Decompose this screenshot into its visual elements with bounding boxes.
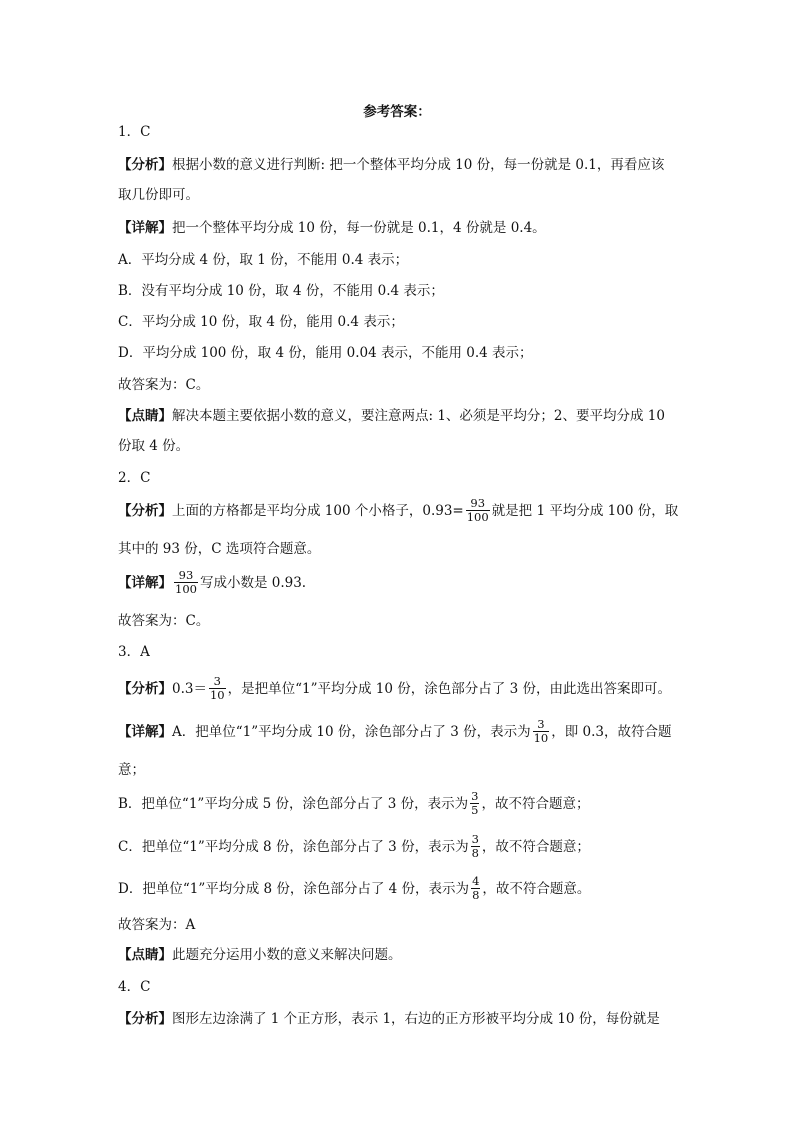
q3-detail-text-2: ，即 0.3，故符合题 [551, 724, 672, 740]
q3-option-c-text: C．把单位“1”平均分成 8 份，涂色部分占了 3 份，表示为 [118, 839, 469, 855]
q3-detail [118, 719, 671, 746]
fraction-numerator: 3 [213, 674, 221, 688]
q3-point-text: 此题充分运用小数的意义来解决问题。 [172, 947, 402, 963]
point-tag: 【点睛】 [118, 408, 172, 424]
page-title: 参考答案： [363, 104, 431, 120]
q3-point [118, 946, 402, 964]
q3-analysis-text-2: ，是把单位“1”平均分成 10 份，涂色部分占了 3 份，由此选出答案即可。 [227, 681, 671, 697]
q1-option-b: B．没有平均分成 10 份，取 4 份，不能用 0.4 表示； [118, 283, 444, 299]
fraction-93-100 [466, 497, 490, 524]
analysis-tag: 【分析】 [118, 503, 172, 519]
q3-option-d-text: D．把单位“1”平均分成 8 份，涂色部分占了 4 份，表示为 [118, 881, 470, 897]
detail-tag: 【详解】 [118, 724, 172, 740]
fraction-denominator: 100 [175, 582, 197, 596]
q3-option-c [118, 834, 590, 861]
analysis-tag: 【分析】 [118, 157, 172, 173]
q2-analysis-text-2: 就是把 1 平均分成 100 份，取 [491, 503, 679, 519]
fraction-3-8 [471, 833, 480, 860]
q1-number: 1．C [118, 124, 151, 140]
q2-number: 2．C [118, 470, 151, 486]
q3-answer: 故答案为：A [118, 917, 196, 933]
fraction-3-10 [533, 718, 550, 745]
fraction-denominator: 10 [209, 688, 225, 702]
q2-analysis-cont: 其中的 93 份，C 选项符合题意。 [118, 541, 321, 557]
q1-detail-text: 把一个整体平均分成 10 份，每一份就是 0.1，4 份就是 0.4。 [172, 220, 546, 236]
q3-option-b-text-2: ，故不符合题意； [481, 796, 590, 812]
q1-point [118, 407, 665, 425]
fraction-numerator: 93 [470, 496, 486, 510]
q1-option-d: D．平均分成 100 份，取 4 份，能用 0.04 表示，不能用 0.4 表示； [118, 345, 533, 361]
q4-analysis-text: 图形左边涂满了 1 个正方形，表示 1，右边的正方形被平均分成 10 份，每份就是 [172, 1011, 660, 1027]
fraction-numerator: 4 [472, 874, 480, 888]
q3-detail-text: A．把单位“1”平均分成 10 份，涂色部分占了 3 份，表示为 [172, 724, 531, 740]
fraction-numerator: 3 [537, 717, 545, 731]
fraction-denominator: 8 [472, 888, 480, 902]
detail-tag: 【详解】 [118, 575, 172, 591]
q2-detail [118, 570, 306, 597]
q1-point-cont: 份取 4 份。 [118, 438, 190, 454]
q3-detail-cont: 意； [118, 762, 145, 778]
fraction-denominator: 8 [471, 846, 479, 860]
q1-analysis [118, 156, 664, 174]
q1-point-text: 解决本题主要依据小数的意义，要注意两点: 1、必须是平均分；2、要平均分成 10 [172, 408, 665, 424]
detail-tag: 【详解】 [118, 220, 172, 236]
analysis-tag: 【分析】 [118, 1011, 172, 1027]
fraction-denominator: 10 [533, 731, 549, 745]
q1-answer: 故答案为：C。 [118, 377, 210, 393]
q1-option-a: A．平均分成 4 份，取 1 份，不能用 0.4 表示； [118, 252, 409, 268]
fraction-3-10 [209, 675, 226, 702]
q3-option-c-text-2: ，故不符合题意； [481, 839, 590, 855]
q2-analysis-text: 上面的方格都是平均分成 100 个小格子，0.93= [172, 503, 464, 519]
q3-option-b-text: B．把单位“1”平均分成 5 份，涂色部分占了 3 份，表示为 [118, 796, 469, 812]
q1-option-c: C．平均分成 10 份，取 4 份，能用 0.4 表示； [118, 314, 404, 330]
fraction-4-8 [471, 875, 480, 902]
q4-number: 4．C [118, 979, 151, 995]
fraction-denominator: 100 [466, 510, 489, 524]
q2-detail-text: 写成小数是 0.93. [199, 575, 307, 591]
q3-option-d [118, 876, 590, 903]
q3-option-d-text-2: ，故不符合题意。 [482, 881, 591, 897]
fraction-numerator: 3 [471, 789, 479, 803]
q3-option-b [118, 791, 589, 818]
q1-detail [118, 219, 546, 237]
q4-analysis [118, 1010, 660, 1028]
q2-answer: 故答案为：C。 [118, 613, 210, 629]
analysis-tag: 【分析】 [118, 681, 172, 697]
q1-analysis-text: 根据小数的意义进行判断: 把一个整体平均分成 10 份，每一份就是 0.1，再看应该 [172, 157, 665, 173]
fraction-denominator: 5 [471, 803, 479, 817]
q1-analysis-cont: 取几份即可。 [118, 187, 199, 203]
fraction-93-100 [174, 569, 198, 596]
q3-analysis-text: 0.3＝ [172, 681, 207, 697]
fraction-numerator: 93 [178, 568, 194, 582]
q2-analysis [118, 498, 678, 525]
point-tag: 【点睛】 [118, 947, 172, 963]
fraction-numerator: 3 [471, 832, 479, 846]
q3-number: 3．A [118, 644, 150, 660]
fraction-3-5 [470, 790, 479, 817]
q3-analysis [118, 676, 671, 703]
